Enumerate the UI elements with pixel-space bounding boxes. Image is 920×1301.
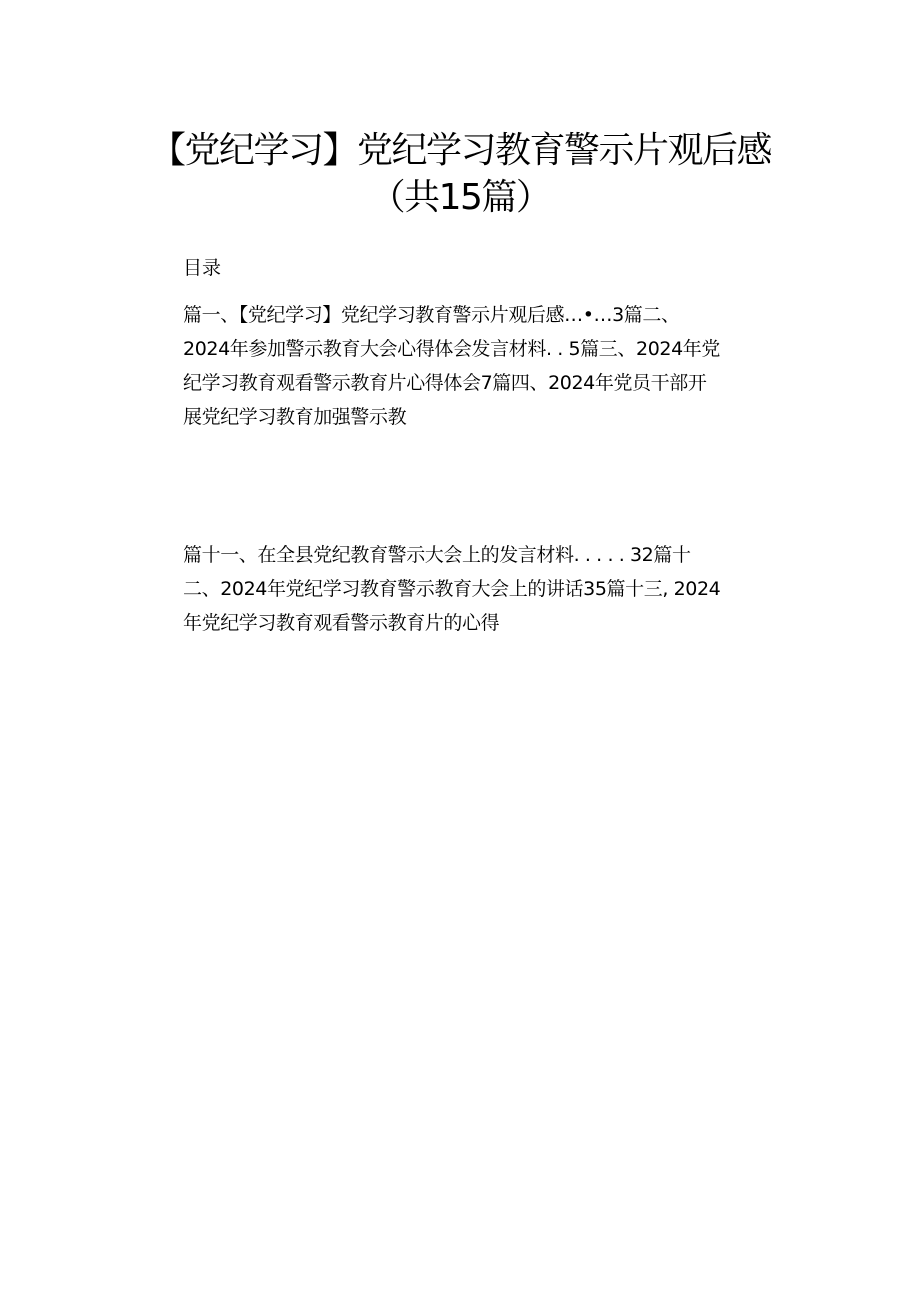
toc-line: 纪学习教育观看警示教育片心得体会7篇四、2024年党员干部开 (183, 372, 707, 394)
toc-line: 篇一、【党纪学习】党纪学习教育警示片观后感…•…3篇二、 (183, 304, 680, 326)
toc-line: 展党纪学习教育加强警示教 (183, 406, 407, 428)
toc-paragraph-2 (183, 538, 783, 640)
toc-line: 二、2024年党纪学习教育警示教育大会上的讲话35篇十三, 2024 (183, 578, 721, 600)
toc-paragraph-1 (183, 298, 783, 434)
title-line-1: 【党纪学习】党纪学习教育警示片观后感 (150, 130, 772, 171)
toc-heading: 目录 (183, 257, 222, 279)
toc-line: 年党纪学习教育观看警示教育片的心得 (183, 612, 500, 634)
title-line-2: （共15篇） (369, 177, 551, 218)
toc-line: 2024年参加警示教育大会心得体会发言材料. . 5篇三、2024年党 (183, 338, 720, 360)
document-title (150, 128, 770, 221)
toc-line: 篇十一、在全县党纪教育警示大会上的发言材料. . . . . 32篇十 (183, 544, 691, 566)
